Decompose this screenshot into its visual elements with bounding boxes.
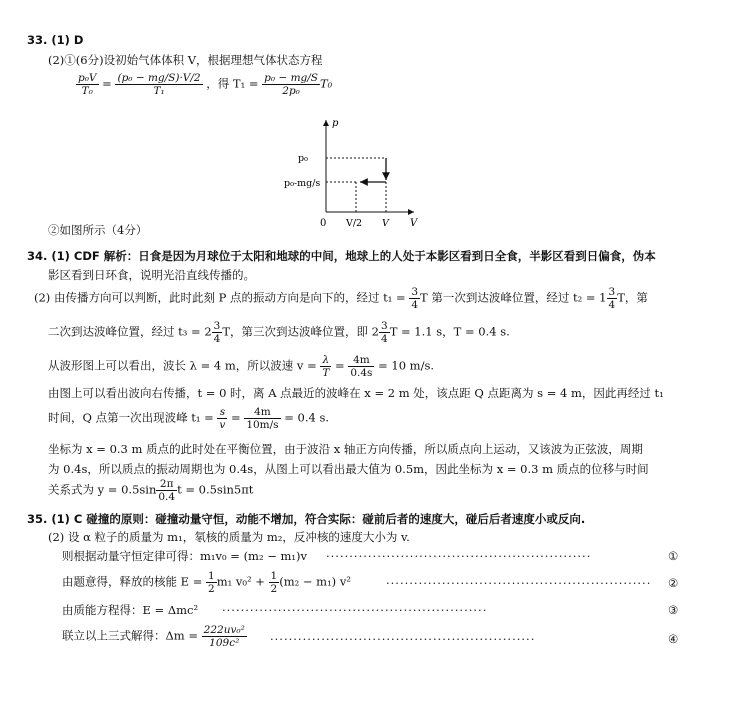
q33-figure-note: ②如图所示（4分）	[48, 223, 148, 237]
eq-marker-2: ②	[668, 576, 679, 590]
leader-dots-2: ·························································	[386, 576, 652, 590]
frac-t1: $\frac{\text{p₀ − mg/S}}{\text{2p₀}}$	[264, 72, 318, 97]
q35-eq2: 由题意得，释放的核能 E = $\frac{1}{2}$ m₁ v₀² + $\frac{1}{2}$ (m₂ − m₁) v²	[62, 570, 351, 595]
v-label: V	[382, 218, 389, 229]
q35-eq1: 则根据动量守恒定律可得：m₁v₀ = (m₂ − m₁)v	[62, 549, 308, 563]
q35-part2-intro: (2) 设 α 粒子的质量为 m₁，氡核的质量为 m₂，反冲核的速度大小为 v.	[48, 530, 410, 544]
q35-heading: 35. (1) C 碰撞的原则：碰撞动量守恒，动能不增加，符合实际：碰前后者的速度大，碰后后者速度小或反向.	[27, 512, 586, 526]
q34-wave-speed: 从波形图上可以看出，波长 λ = 4 m，所以波速 v = $\frac{\lambda}{T}$ = $\frac{4m}{0.4s}$ = 10 m/s.	[48, 354, 435, 379]
leader-dots-3: ·························································	[222, 603, 488, 617]
q34-line-p8: 为 0.4s，所以质点的振动周期也为 0.4s，从图上可以看出最大值为 0.5m，因此坐标为 x = 0.3 m 质点的位移与时间	[48, 462, 649, 476]
q33-equation: $\frac{\text{p₀V}}{\text{T₀}}$ = $\frac{\text{(p₀ − mg/S)·V/2}}{\text{T₁}}$ ，得 T₁ = $\frac{\text{p₀ − mg/S}}{\text{2p₀}}$ T₀	[78, 72, 333, 97]
q34-heading: 34. (1) CDF 解析：日食是因为月球位于太阳和地球的中间，地球上的人处于本影区看到日全食，半影区看到日偏食，伪本	[27, 249, 656, 263]
q33-heading: 33. (1) D	[27, 33, 84, 47]
frac-p0v-t0: $\frac{\text{p₀V}}{\text{T₀}}$	[78, 72, 97, 97]
pv-graph	[280, 112, 430, 232]
q34-line2: 影区看到日环食，说明光沿直线传播的。	[48, 268, 255, 282]
leader-dots-4: ·························································	[270, 632, 536, 646]
v-half-label: V/2	[346, 218, 363, 229]
q34-line-p7: 坐标为 x = 0.3 m 质点的此时处在平衡位置，由于波沿 x 轴正方向传播，所以质点向上运动，又该波为正弦波，周期	[48, 442, 643, 456]
q34-part2-line2: 二次到达波峰位置，经过 t₃ = 2 $\frac{3}{4}$ T，第三次到达波峰位置，即 2 $\frac{3}{4}$ T = 1.1 s，T = 0.4 s.	[48, 320, 510, 345]
eq-marker-4: ④	[668, 632, 679, 646]
q35-eq3: 由质能方程得：E = Δmc²	[62, 603, 199, 617]
q34-time-q: 时间，Q 点第一次出现波峰 t₁ = $\frac{s}{v}$ = $\frac{4m}{10m/s}$ = 0.4 s.	[48, 406, 330, 431]
p0-mgs-label: p₀-mg/s	[284, 178, 321, 189]
q34-part2-line1: (2) 由传播方向可以判断，此时此刻 P 点的振动方向是向下的，经过 t₁ = $\frac{3}{4}$ T 第一次到达波峰位置，经过 t₂ = 1 $\frac{3}{4}$ T，第	[34, 286, 648, 311]
p-axis-label: p	[332, 118, 339, 129]
q34-line-p5: 由图上可以看出波向右传播，t = 0 时，离 A 点最近的波峰在 x = 2 m 处，该点距 Q 点距离为 s = 4 m，因此再经过 t₁	[48, 386, 664, 400]
origin-label: 0	[320, 218, 327, 229]
leader-dots-1: ·························································	[326, 549, 592, 563]
q35-eq4: 联立以上三式解得：Δm = $\frac{\text{222uv₀²}}{\text{109c²}}$	[62, 624, 245, 649]
frac-state-2: $\frac{\text{(p₀ − mg/S)·V/2}}{\text{T₁}}$	[117, 72, 201, 97]
q34-relation: 关系式为 y = 0.5sin $\frac{2\pi}{0.4}$ t = 0.5sin5πt	[48, 478, 254, 503]
q33-part2-intro: (2)①(6分)设初始气体体积 V，根据理想气体状态方程	[48, 53, 323, 67]
v-axis-label: V	[410, 218, 418, 229]
eq-marker-1: ①	[668, 549, 679, 563]
eq-marker-3: ③	[668, 603, 679, 617]
p0-label: p₀	[298, 153, 308, 164]
